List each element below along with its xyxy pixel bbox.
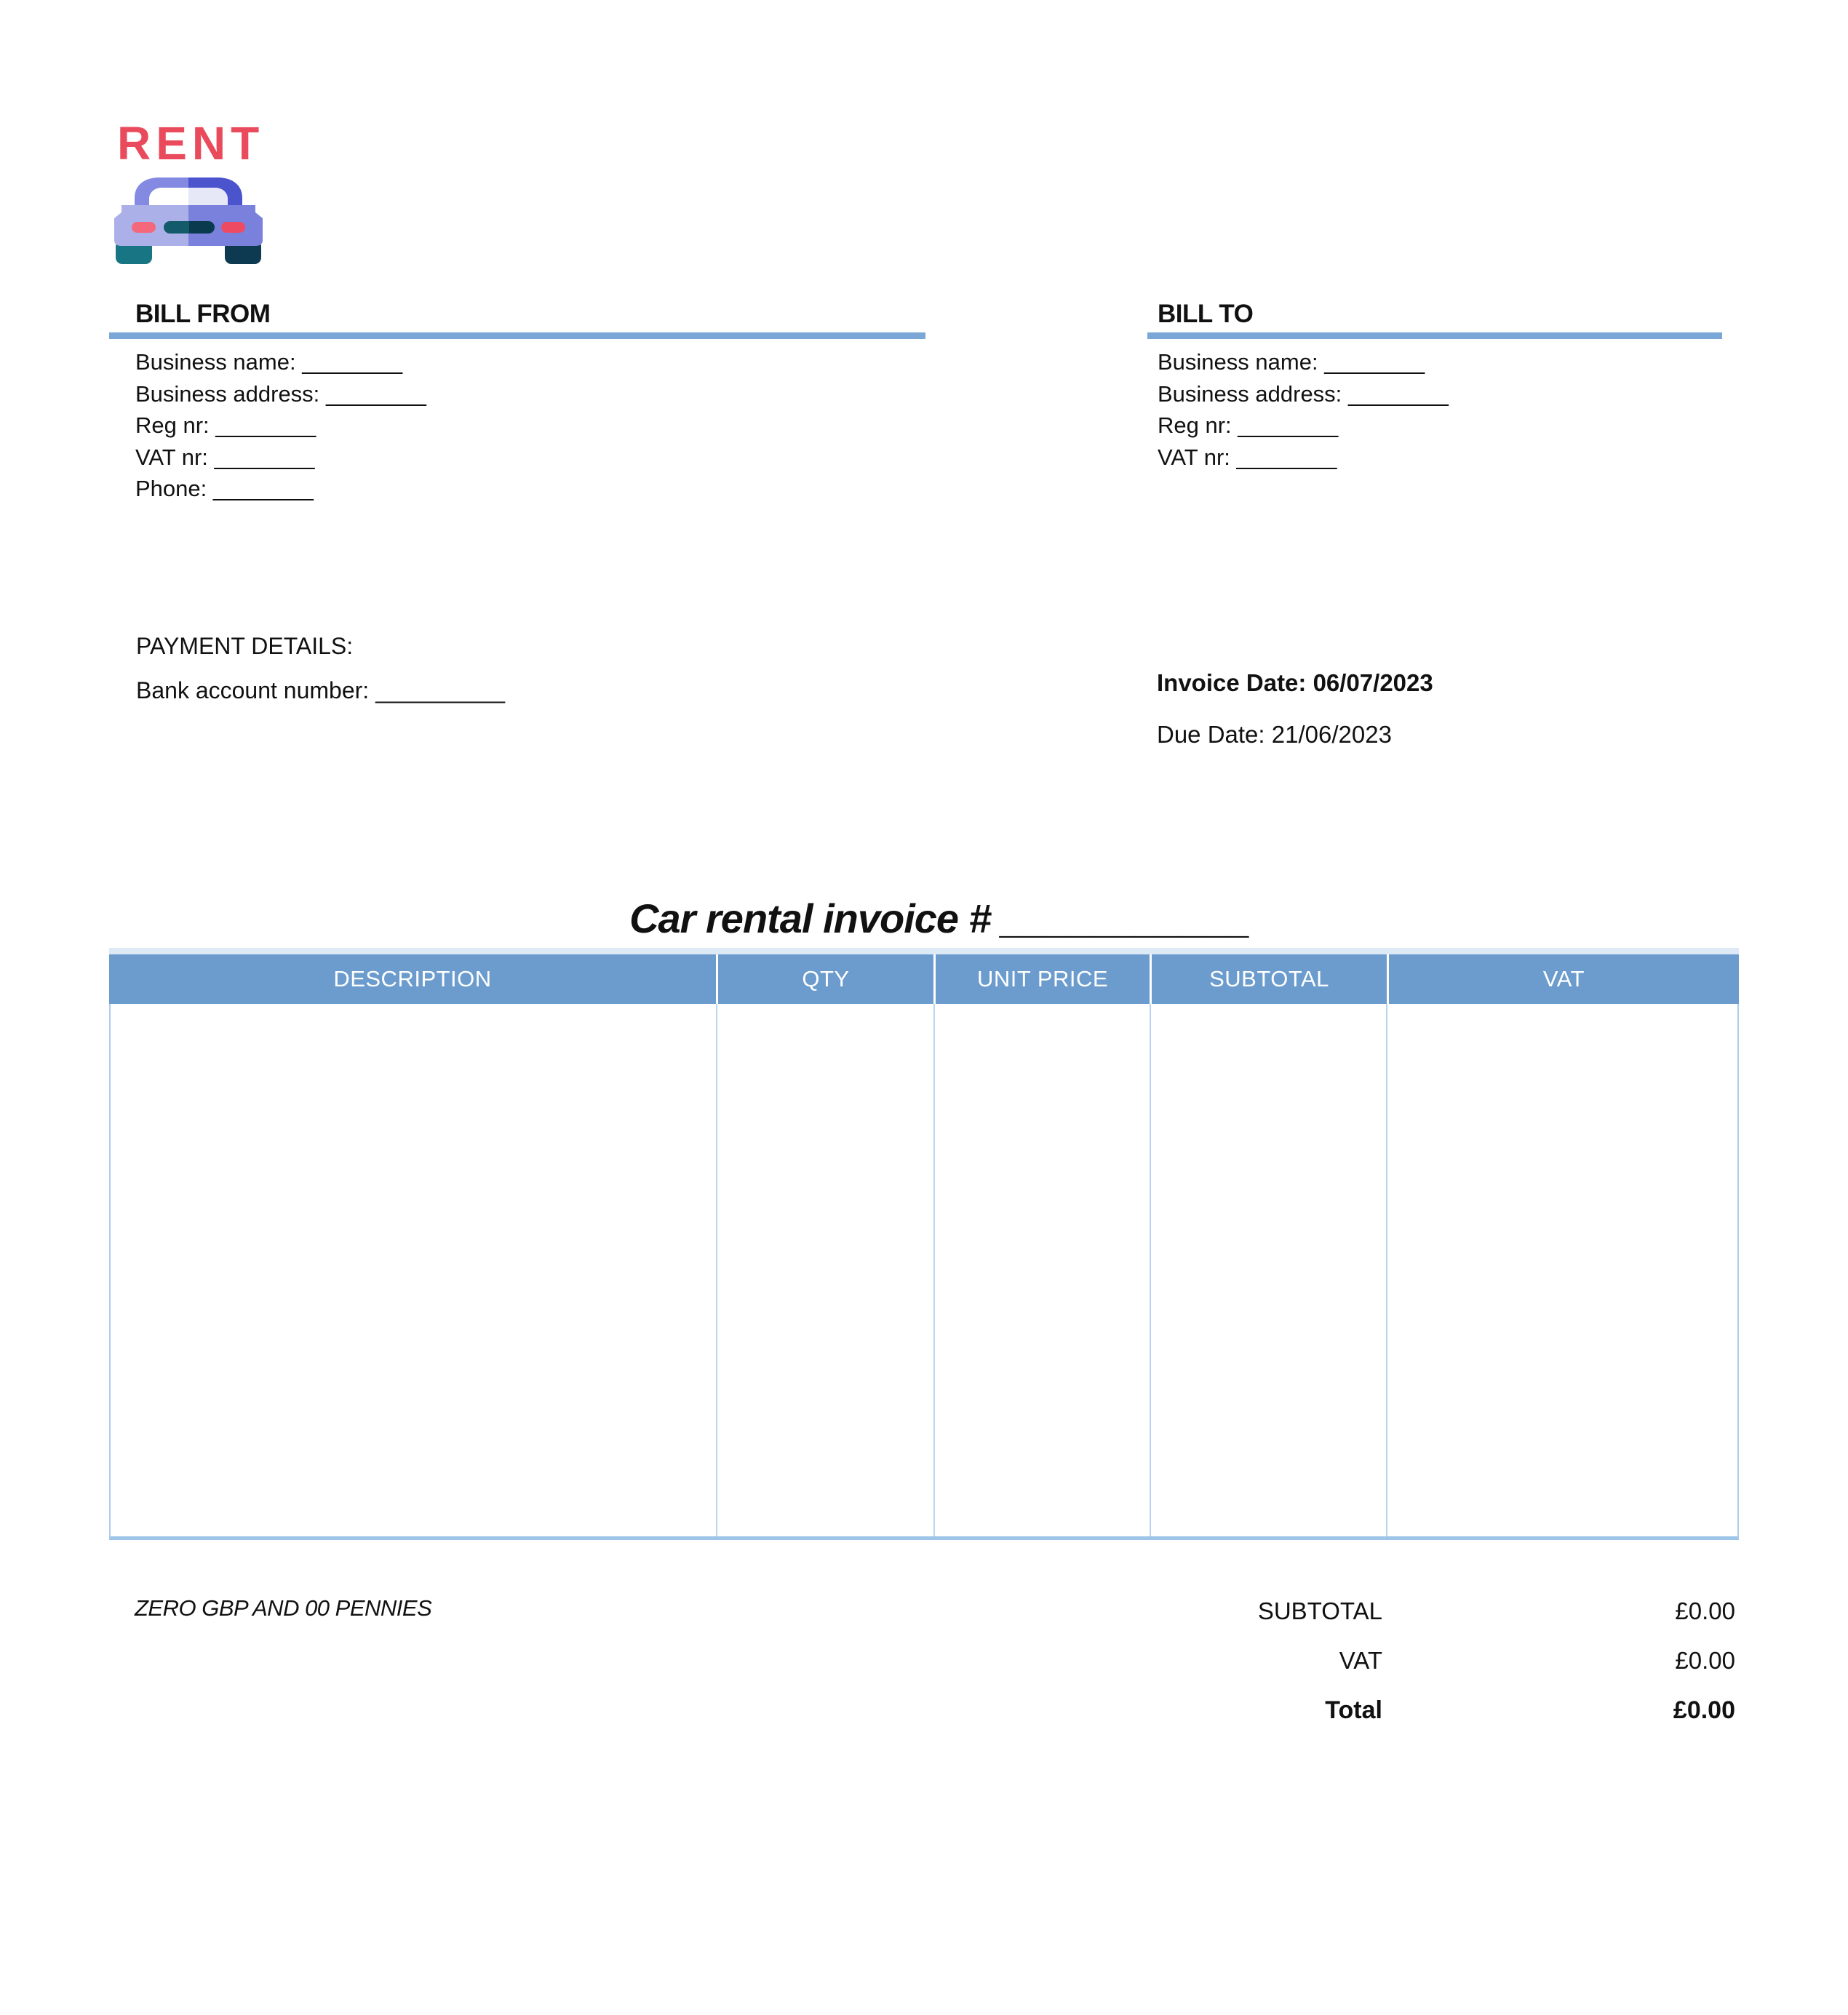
due-date-value: 21/06/2023 bbox=[1271, 721, 1392, 748]
bill-to-vat-nr-row bbox=[1158, 442, 1722, 474]
line-items-table bbox=[109, 948, 1739, 1540]
table-body bbox=[109, 1004, 1739, 1540]
bill-to-fields bbox=[1158, 346, 1722, 473]
subtotal-value: £0.00 bbox=[1675, 1597, 1735, 1624]
bill-from-fields bbox=[135, 346, 925, 505]
vat-nr-label: VAT nr: bbox=[1158, 444, 1230, 470]
bank-account-row bbox=[136, 669, 505, 713]
bill-from-title: BILL FROM bbox=[135, 300, 271, 328]
invoice-title-text: Car rental invoice # bbox=[629, 895, 991, 941]
bill-from-accent-bar bbox=[109, 332, 925, 339]
amount-in-words: ZERO GBP AND 00 PENNIES bbox=[135, 1595, 432, 1621]
table-header-vat: VAT bbox=[1542, 966, 1585, 991]
due-date-row bbox=[1157, 709, 1433, 760]
total-row bbox=[1019, 1696, 1735, 1746]
invoice-page-title bbox=[0, 895, 1848, 942]
invoice-number-blank[interactable]: ___________ bbox=[1001, 895, 1251, 941]
phone-label: Phone: bbox=[135, 476, 207, 501]
table-body-column-qty[interactable] bbox=[717, 1004, 935, 1536]
table-body-column-vat[interactable] bbox=[1387, 1004, 1737, 1536]
logo-brand-text: RENT bbox=[117, 117, 265, 169]
table-body-column-description[interactable] bbox=[111, 1004, 717, 1536]
bill-to-reg-nr-row bbox=[1158, 410, 1722, 442]
bank-account-blank[interactable]: __________ bbox=[375, 677, 506, 703]
reg-nr-blank[interactable]: ________ bbox=[215, 412, 316, 438]
vat-nr-blank[interactable]: ________ bbox=[214, 444, 315, 470]
subtotal-row bbox=[1019, 1597, 1735, 1647]
business-name-blank[interactable]: ________ bbox=[1324, 349, 1425, 375]
totals-section bbox=[1019, 1597, 1735, 1746]
invoice-date-value: 06/07/2023 bbox=[1313, 669, 1433, 696]
business-address-label: Business address: bbox=[1158, 380, 1342, 407]
business-name-blank[interactable]: ________ bbox=[302, 349, 403, 375]
table-header-description: DESCRIPTION bbox=[109, 954, 718, 1004]
vat-value: £0.00 bbox=[1675, 1647, 1735, 1674]
reg-nr-label: Reg nr: bbox=[1158, 412, 1232, 438]
payment-details-title: PAYMENT DETAILS: bbox=[136, 633, 354, 659]
phone-blank[interactable]: ________ bbox=[212, 476, 314, 501]
invoice-date-label: Invoice Date: bbox=[1157, 669, 1307, 696]
dates-section bbox=[1157, 657, 1433, 760]
business-name-label: Business name: bbox=[135, 349, 296, 375]
vat-row bbox=[1019, 1647, 1735, 1696]
due-date-label: Due Date: bbox=[1157, 721, 1265, 748]
bill-from-phone-row bbox=[135, 473, 925, 505]
vat-nr-label: VAT nr: bbox=[135, 444, 208, 470]
total-value: £0.00 bbox=[1673, 1696, 1735, 1724]
bill-from-reg-nr-row bbox=[135, 410, 925, 442]
business-address-blank[interactable]: ________ bbox=[325, 380, 426, 407]
table-header-qty: QTY bbox=[718, 954, 936, 1004]
car-icon bbox=[113, 176, 264, 268]
business-address-label: Business address: bbox=[135, 380, 320, 407]
logo bbox=[113, 116, 267, 268]
table-header-subtotal: SUBTOTAL bbox=[1152, 954, 1389, 1004]
bill-from-section bbox=[109, 300, 925, 505]
payment-details-section bbox=[136, 624, 505, 713]
subtotal-label: SUBTOTAL bbox=[1257, 1597, 1382, 1624]
bill-to-title: BILL TO bbox=[1158, 300, 1254, 328]
business-name-label: Business name: bbox=[1158, 349, 1318, 375]
table-body-column-unit-price[interactable] bbox=[935, 1004, 1151, 1536]
business-address-blank[interactable]: ________ bbox=[1347, 380, 1449, 407]
table-top-glow bbox=[109, 948, 1739, 954]
bill-to-section bbox=[1147, 300, 1722, 473]
bill-from-business-address-row bbox=[135, 378, 925, 410]
bill-to-business-address-row bbox=[1158, 378, 1722, 410]
table-body-column-subtotal[interactable] bbox=[1151, 1004, 1388, 1536]
vat-label: VAT bbox=[1339, 1647, 1382, 1674]
bill-to-accent-bar bbox=[1147, 332, 1722, 339]
reg-nr-blank[interactable]: ________ bbox=[1238, 412, 1339, 438]
table-header-row bbox=[109, 954, 1739, 1004]
bank-account-label: Bank account number: bbox=[136, 677, 370, 703]
bill-from-vat-nr-row bbox=[135, 442, 925, 474]
bill-from-business-name-row bbox=[135, 346, 925, 378]
table-header-unit-price: UNIT PRICE bbox=[936, 954, 1152, 1004]
bill-to-business-name-row bbox=[1158, 346, 1722, 378]
total-label: Total bbox=[1325, 1696, 1382, 1724]
invoice-date-row bbox=[1157, 657, 1433, 709]
reg-nr-label: Reg nr: bbox=[135, 412, 210, 438]
vat-nr-blank[interactable]: ________ bbox=[1236, 444, 1337, 470]
